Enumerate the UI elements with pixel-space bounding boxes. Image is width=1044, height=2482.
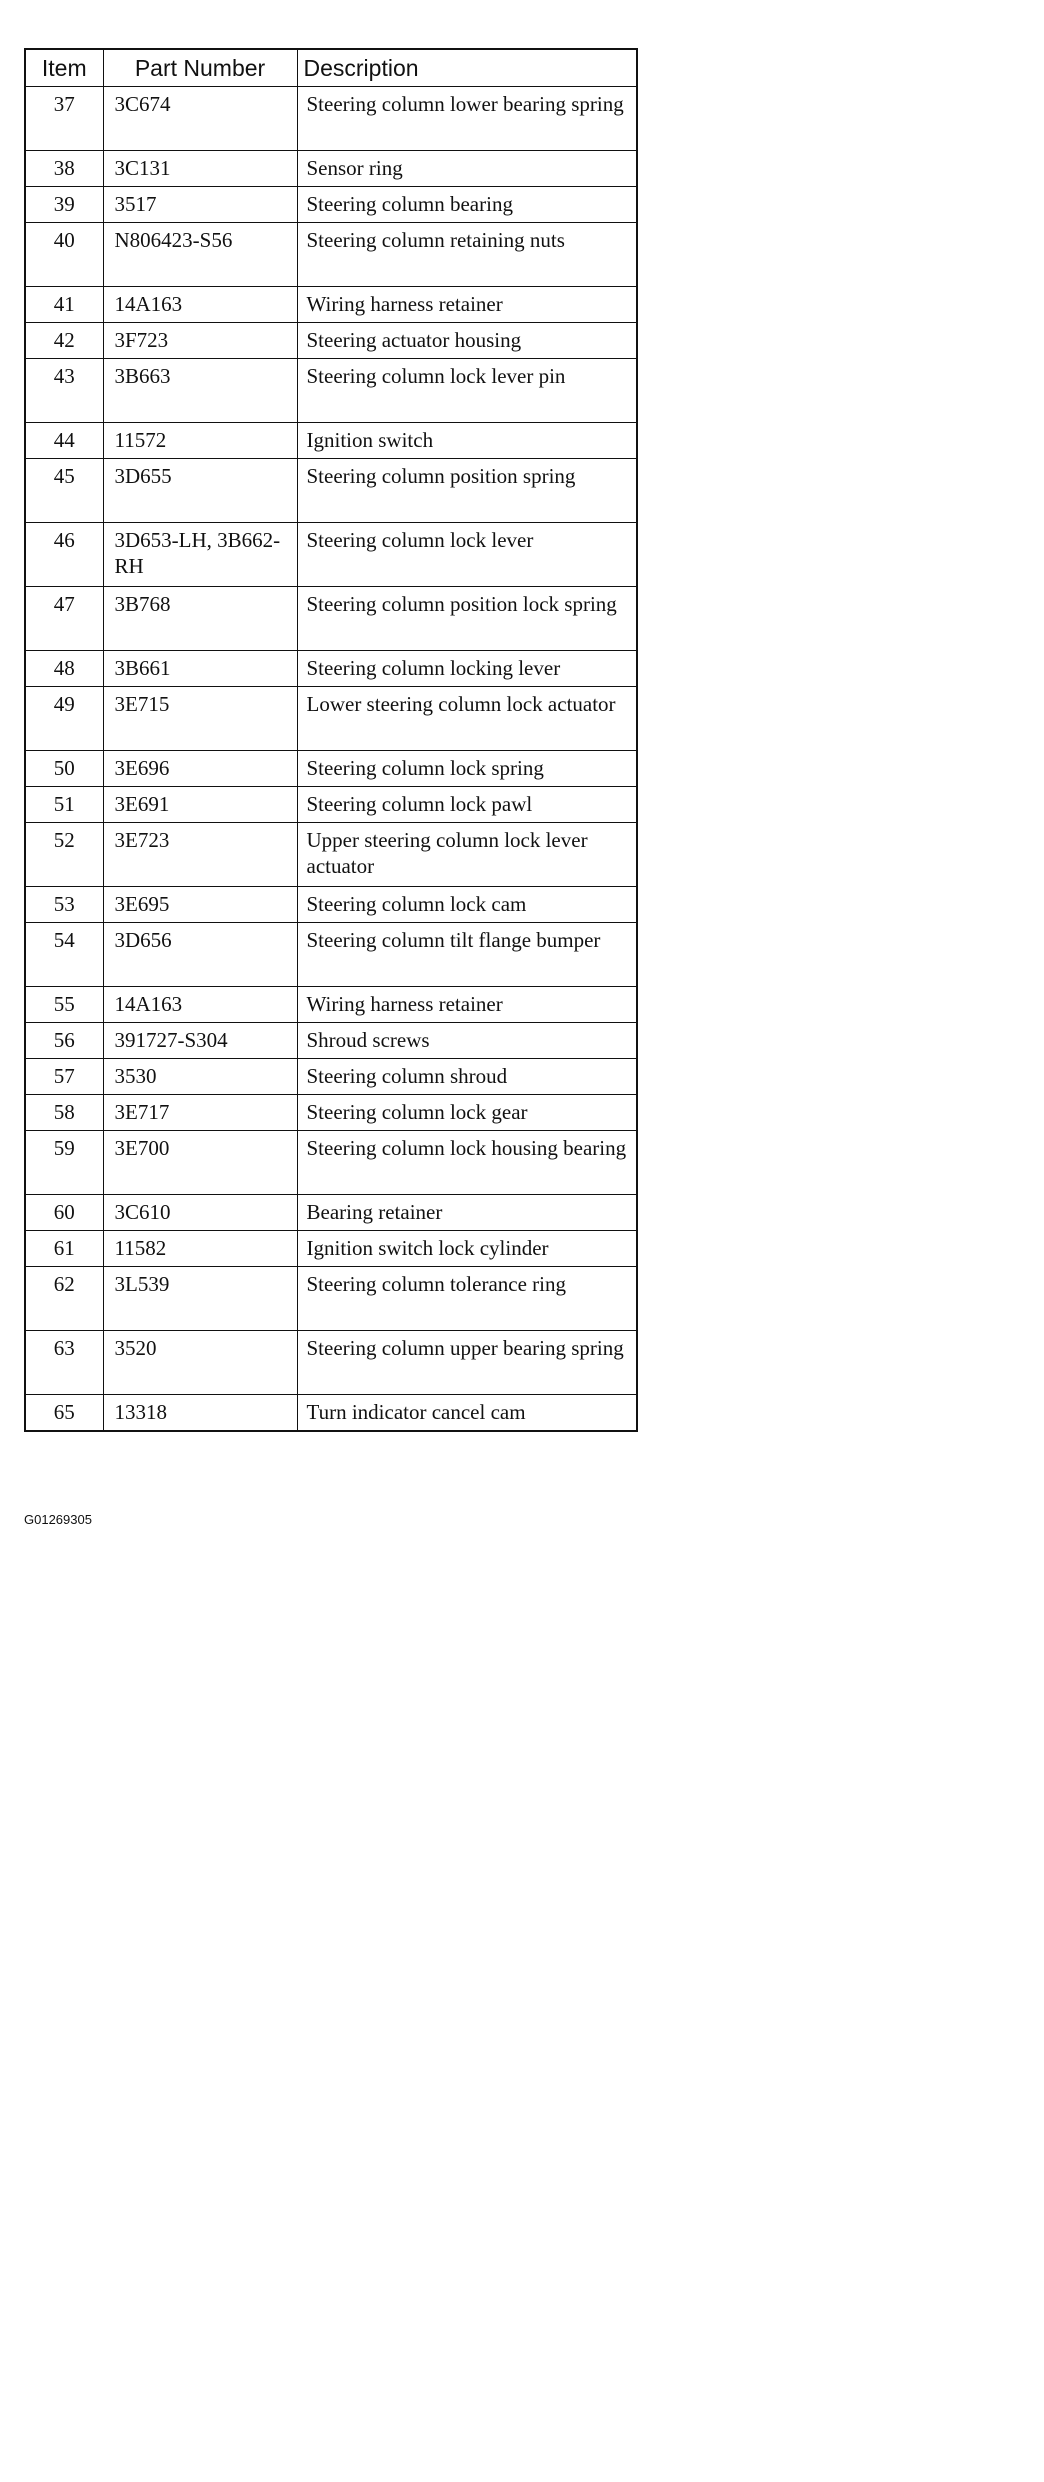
item-cell: 62 bbox=[25, 1267, 103, 1331]
item-cell: 43 bbox=[25, 359, 103, 423]
description-cell: Steering column tilt flange bumper bbox=[297, 923, 637, 987]
description-cell: Sensor ring bbox=[297, 151, 637, 187]
table-header bbox=[25, 49, 637, 87]
item-cell: 49 bbox=[25, 687, 103, 751]
table-row bbox=[25, 1195, 637, 1231]
item-cell: 48 bbox=[25, 651, 103, 687]
item-cell: 59 bbox=[25, 1131, 103, 1195]
description-cell: Steering column lock pawl bbox=[297, 787, 637, 823]
item-cell: 39 bbox=[25, 187, 103, 223]
part-number-cell: 3C610 bbox=[103, 1195, 297, 1231]
table-row bbox=[25, 87, 637, 151]
item-cell: 42 bbox=[25, 323, 103, 359]
description-cell: Steering column lock gear bbox=[297, 1095, 637, 1131]
table-row bbox=[25, 823, 637, 887]
description-cell: Lower steering column lock actuator bbox=[297, 687, 637, 751]
item-cell: 55 bbox=[25, 987, 103, 1023]
description-cell: Steering column lock lever bbox=[297, 523, 637, 587]
table-row bbox=[25, 287, 637, 323]
description-cell: Steering column lock spring bbox=[297, 751, 637, 787]
item-cell: 61 bbox=[25, 1231, 103, 1267]
description-cell: Steering column lock lever pin bbox=[297, 359, 637, 423]
table-row bbox=[25, 651, 637, 687]
description-cell: Steering column locking lever bbox=[297, 651, 637, 687]
part-number-cell: 3B663 bbox=[103, 359, 297, 423]
table-row bbox=[25, 587, 637, 651]
part-number-cell: 3F723 bbox=[103, 323, 297, 359]
description-cell: Upper steering column lock lever actuator bbox=[297, 823, 637, 887]
table-row bbox=[25, 751, 637, 787]
item-cell: 60 bbox=[25, 1195, 103, 1231]
part-number-cell: 3E691 bbox=[103, 787, 297, 823]
item-cell: 38 bbox=[25, 151, 103, 187]
item-cell: 58 bbox=[25, 1095, 103, 1131]
part-number-cell: 3E696 bbox=[103, 751, 297, 787]
header-description: Description bbox=[297, 49, 637, 87]
part-number-cell: 3D656 bbox=[103, 923, 297, 987]
table-row bbox=[25, 1331, 637, 1395]
part-number-cell: 3E723 bbox=[103, 823, 297, 887]
item-cell: 65 bbox=[25, 1395, 103, 1432]
item-cell: 50 bbox=[25, 751, 103, 787]
item-cell: 57 bbox=[25, 1059, 103, 1095]
part-number-cell: 3D655 bbox=[103, 459, 297, 523]
item-cell: 45 bbox=[25, 459, 103, 523]
description-cell: Ignition switch lock cylinder bbox=[297, 1231, 637, 1267]
item-cell: 46 bbox=[25, 523, 103, 587]
description-cell: Wiring harness retainer bbox=[297, 987, 637, 1023]
table-row bbox=[25, 787, 637, 823]
description-cell: Steering column lock housing bearing bbox=[297, 1131, 637, 1195]
table-row bbox=[25, 359, 637, 423]
part-number-cell: 3C131 bbox=[103, 151, 297, 187]
part-number-cell: 13318 bbox=[103, 1395, 297, 1432]
description-cell: Steering column position spring bbox=[297, 459, 637, 523]
description-cell: Steering column bearing bbox=[297, 187, 637, 223]
part-number-cell: 3B661 bbox=[103, 651, 297, 687]
description-cell: Bearing retainer bbox=[297, 1195, 637, 1231]
item-cell: 52 bbox=[25, 823, 103, 887]
description-cell: Shroud screws bbox=[297, 1023, 637, 1059]
description-cell: Steering column tolerance ring bbox=[297, 1267, 637, 1331]
description-cell: Steering column upper bearing spring bbox=[297, 1331, 637, 1395]
table-body bbox=[25, 87, 637, 1432]
table-row bbox=[25, 987, 637, 1023]
description-cell: Steering column shroud bbox=[297, 1059, 637, 1095]
part-number-cell: N806423-S56 bbox=[103, 223, 297, 287]
table-row bbox=[25, 887, 637, 923]
table-row bbox=[25, 1059, 637, 1095]
description-cell: Turn indicator cancel cam bbox=[297, 1395, 637, 1432]
item-cell: 51 bbox=[25, 787, 103, 823]
part-number-cell: 3530 bbox=[103, 1059, 297, 1095]
table-row bbox=[25, 1395, 637, 1432]
part-number-cell: 14A163 bbox=[103, 987, 297, 1023]
description-cell: Wiring harness retainer bbox=[297, 287, 637, 323]
part-number-cell: 3B768 bbox=[103, 587, 297, 651]
part-number-cell: 3D653-LH, 3B662-RH bbox=[103, 523, 297, 587]
part-number-cell: 14A163 bbox=[103, 287, 297, 323]
parts-table bbox=[24, 48, 638, 1432]
item-cell: 56 bbox=[25, 1023, 103, 1059]
table-row bbox=[25, 151, 637, 187]
item-cell: 37 bbox=[25, 87, 103, 151]
part-number-cell: 3E715 bbox=[103, 687, 297, 751]
figure-id: G01269305 bbox=[24, 1512, 92, 1527]
description-cell: Steering column retaining nuts bbox=[297, 223, 637, 287]
table-row bbox=[25, 187, 637, 223]
table-row bbox=[25, 1231, 637, 1267]
item-cell: 53 bbox=[25, 887, 103, 923]
description-cell: Steering column lower bearing spring bbox=[297, 87, 637, 151]
description-cell: Steering actuator housing bbox=[297, 323, 637, 359]
description-cell: Steering column lock cam bbox=[297, 887, 637, 923]
part-number-cell: 3E695 bbox=[103, 887, 297, 923]
table-row bbox=[25, 223, 637, 287]
table-row bbox=[25, 459, 637, 523]
item-cell: 40 bbox=[25, 223, 103, 287]
table-row bbox=[25, 687, 637, 751]
item-cell: 41 bbox=[25, 287, 103, 323]
table-row bbox=[25, 923, 637, 987]
part-number-cell: 11582 bbox=[103, 1231, 297, 1267]
part-number-cell: 3C674 bbox=[103, 87, 297, 151]
part-number-cell: 3L539 bbox=[103, 1267, 297, 1331]
table-row bbox=[25, 1023, 637, 1059]
description-cell: Ignition switch bbox=[297, 423, 637, 459]
table-row bbox=[25, 1095, 637, 1131]
part-number-cell: 3520 bbox=[103, 1331, 297, 1395]
part-number-cell: 3517 bbox=[103, 187, 297, 223]
item-cell: 54 bbox=[25, 923, 103, 987]
item-cell: 63 bbox=[25, 1331, 103, 1395]
description-cell: Steering column position lock spring bbox=[297, 587, 637, 651]
header-item: Item bbox=[25, 49, 103, 87]
part-number-cell: 391727-S304 bbox=[103, 1023, 297, 1059]
table-row bbox=[25, 523, 637, 587]
table-row bbox=[25, 323, 637, 359]
item-cell: 47 bbox=[25, 587, 103, 651]
header-part-number: Part Number bbox=[103, 49, 297, 87]
item-cell: 44 bbox=[25, 423, 103, 459]
table-row bbox=[25, 1131, 637, 1195]
part-number-cell: 11572 bbox=[103, 423, 297, 459]
part-number-cell: 3E700 bbox=[103, 1131, 297, 1195]
table-row bbox=[25, 423, 637, 459]
header-row bbox=[25, 49, 637, 87]
table-row bbox=[25, 1267, 637, 1331]
part-number-cell: 3E717 bbox=[103, 1095, 297, 1131]
